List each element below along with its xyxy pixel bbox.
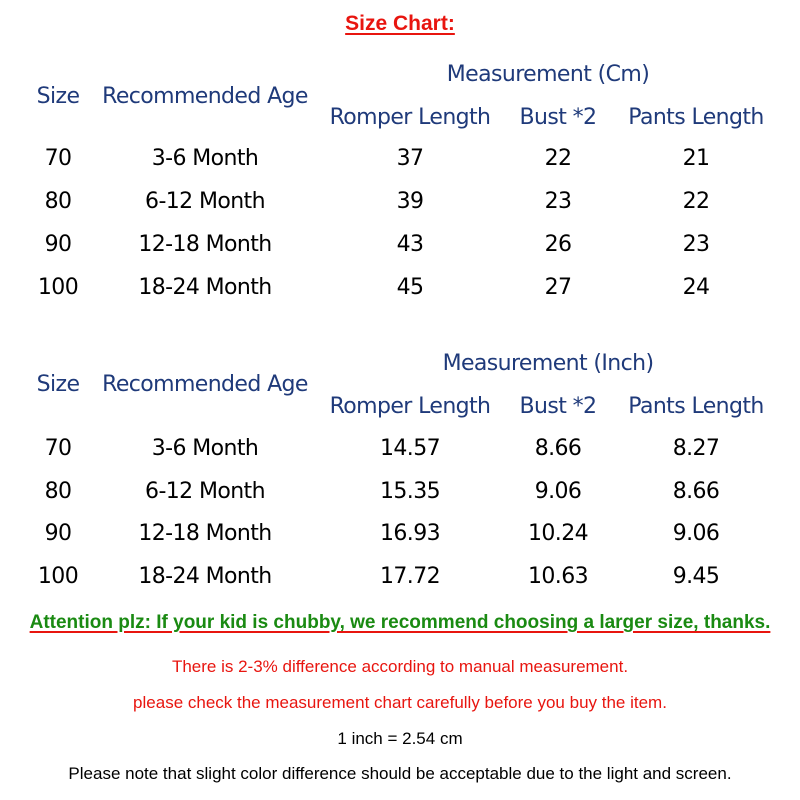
size-cell: 90 xyxy=(44,521,72,546)
bust-cell: 10.24 xyxy=(528,521,588,546)
age-cell: 18-24 Month xyxy=(138,275,272,300)
measurement-header: Measurement (Cm) xyxy=(446,62,650,87)
pants-length-header: Pants Length xyxy=(628,394,764,419)
pants-length-cell: 21 xyxy=(682,146,710,171)
size-cell: 100 xyxy=(37,275,79,300)
color-difference-note: Please note that slight color difference should be acceptable due to the light and screen. xyxy=(68,764,732,783)
age-cell: 6-12 Month xyxy=(145,189,265,214)
size-cell: 100 xyxy=(37,564,79,589)
pants-length-cell: 22 xyxy=(682,189,710,214)
romper-length-cell: 45 xyxy=(396,275,424,300)
romper-length-cell: 17.72 xyxy=(380,564,440,589)
size-cell: 70 xyxy=(44,436,72,461)
romper-length-cell: 43 xyxy=(396,232,424,257)
size-chart-title: Size Chart: xyxy=(345,12,455,35)
age-cell: 12-18 Month xyxy=(138,232,272,257)
romper-length-header: Romper Length xyxy=(329,105,491,130)
bust-cell: 27 xyxy=(544,275,572,300)
check-chart-note: please check the measurement chart carefully before you buy the item. xyxy=(133,693,667,712)
conversion-note: 1 inch = 2.54 cm xyxy=(337,729,463,748)
attention-note: Attention plz: If your kid is chubby, we recommend choosing a larger size, thanks. xyxy=(29,612,771,633)
size-cell: 90 xyxy=(44,232,72,257)
recommended-age-header: Recommended Age xyxy=(102,84,308,109)
romper-length-cell: 37 xyxy=(396,146,424,171)
bust-cell: 26 xyxy=(544,232,572,257)
measurement-header: Measurement (Inch) xyxy=(442,351,654,376)
pants-length-cell: 9.45 xyxy=(672,564,720,589)
bust-header: Bust *2 xyxy=(519,394,597,419)
age-cell: 18-24 Month xyxy=(138,564,272,589)
bust-cell: 23 xyxy=(544,189,572,214)
romper-length-cell: 15.35 xyxy=(380,479,440,504)
age-cell: 3-6 Month xyxy=(151,436,259,461)
age-cell: 6-12 Month xyxy=(145,479,265,504)
size-header: Size xyxy=(36,372,80,397)
size-cell: 80 xyxy=(44,189,72,214)
romper-length-cell: 16.93 xyxy=(380,521,440,546)
pants-length-cell: 8.66 xyxy=(672,479,720,504)
recommended-age-header: Recommended Age xyxy=(102,372,308,397)
bust-cell: 22 xyxy=(544,146,572,171)
difference-note: There is 2-3% difference according to manual measurement. xyxy=(171,657,629,676)
bust-cell: 10.63 xyxy=(528,564,588,589)
size-header: Size xyxy=(36,84,80,109)
romper-length-cell: 39 xyxy=(396,189,424,214)
pants-length-cell: 8.27 xyxy=(672,436,720,461)
bust-cell: 9.06 xyxy=(534,479,582,504)
romper-length-cell: 14.57 xyxy=(380,436,440,461)
pants-length-cell: 24 xyxy=(682,275,710,300)
bust-cell: 8.66 xyxy=(534,436,582,461)
bust-header: Bust *2 xyxy=(519,105,597,130)
age-cell: 3-6 Month xyxy=(151,146,259,171)
pants-length-cell: 9.06 xyxy=(672,521,720,546)
size-cell: 80 xyxy=(44,479,72,504)
age-cell: 12-18 Month xyxy=(138,521,272,546)
romper-length-header: Romper Length xyxy=(329,394,491,419)
pants-length-header: Pants Length xyxy=(628,105,764,130)
size-cell: 70 xyxy=(44,146,72,171)
pants-length-cell: 23 xyxy=(682,232,710,257)
